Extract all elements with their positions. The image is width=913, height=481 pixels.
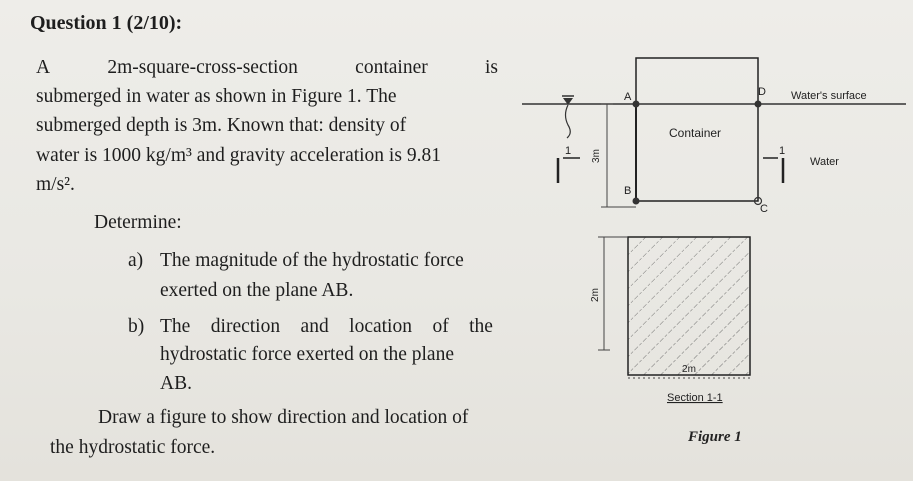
item-b-line-1-word: The bbox=[160, 316, 191, 337]
water-label: Water bbox=[810, 156, 839, 168]
item-b-line-3: AB. bbox=[160, 373, 192, 394]
draw-instruction-line-2: the hydrostatic force. bbox=[50, 437, 216, 458]
section-height-label: 2m bbox=[590, 288, 601, 302]
section-height-dimension bbox=[590, 237, 628, 350]
paragraph-line-1-word: A bbox=[36, 57, 51, 78]
item-b-line-1-word: the bbox=[469, 316, 493, 337]
item-a-line-1: The magnitude of the hydrostatic force bbox=[160, 250, 464, 271]
point-d bbox=[755, 101, 762, 108]
question-title: Question 1 (2/10): bbox=[30, 12, 183, 34]
item-b-line-2: hydrostatic force exerted on the plane bbox=[160, 344, 454, 365]
section-mark-left bbox=[558, 145, 580, 183]
item-a-marker: a) bbox=[128, 250, 144, 271]
paragraph-line-4: water is 1000 kg/m³ and gravity acceleration is 9.81 bbox=[36, 145, 441, 166]
item-a-line-2: exerted on the plane AB. bbox=[160, 280, 354, 301]
point-a-label: A bbox=[624, 91, 632, 103]
paragraph-line-1-word: is bbox=[484, 57, 498, 78]
item-b-line-1-word: and bbox=[300, 316, 329, 337]
draw-instruction-line-1: Draw a figure to show direction and location of bbox=[98, 407, 469, 428]
section-mark-right bbox=[763, 145, 785, 183]
section-label: Section 1-1 bbox=[667, 392, 723, 404]
figure-caption: Figure 1 bbox=[688, 429, 742, 445]
item-b-marker: b) bbox=[128, 316, 145, 337]
section-mark-left-label: 1 bbox=[565, 145, 572, 157]
section-rect bbox=[628, 237, 750, 375]
item-b-line-1-word: of bbox=[432, 316, 449, 337]
container-label: Container bbox=[669, 126, 722, 140]
item-b-line-1-word: location bbox=[349, 316, 412, 337]
water-surface-label: Water's surface bbox=[791, 90, 867, 102]
point-a bbox=[633, 101, 640, 108]
point-b bbox=[633, 198, 640, 205]
item-b-line-1-word: direction bbox=[210, 316, 281, 337]
paragraph-line-1-word: container bbox=[355, 57, 428, 78]
point-b-label: B bbox=[624, 185, 632, 197]
paragraph-line-2: submerged in water as shown in Figure 1. The bbox=[36, 86, 397, 107]
determine-heading: Determine: bbox=[94, 212, 182, 233]
point-c-label: C bbox=[760, 203, 768, 215]
point-d-label: D bbox=[758, 86, 766, 98]
section-mark-right-label: 1 bbox=[779, 145, 786, 157]
section-width-label: 2m bbox=[682, 364, 696, 375]
paragraph-line-5: m/s². bbox=[36, 174, 75, 195]
paragraph-line-3: submerged depth is 3m. Known that: density of bbox=[36, 115, 407, 136]
depth-dimension-label: 3m bbox=[591, 149, 602, 163]
paragraph-line-1-word: 2m-square-cross-section bbox=[107, 57, 298, 78]
water-surface-symbol bbox=[562, 96, 574, 138]
